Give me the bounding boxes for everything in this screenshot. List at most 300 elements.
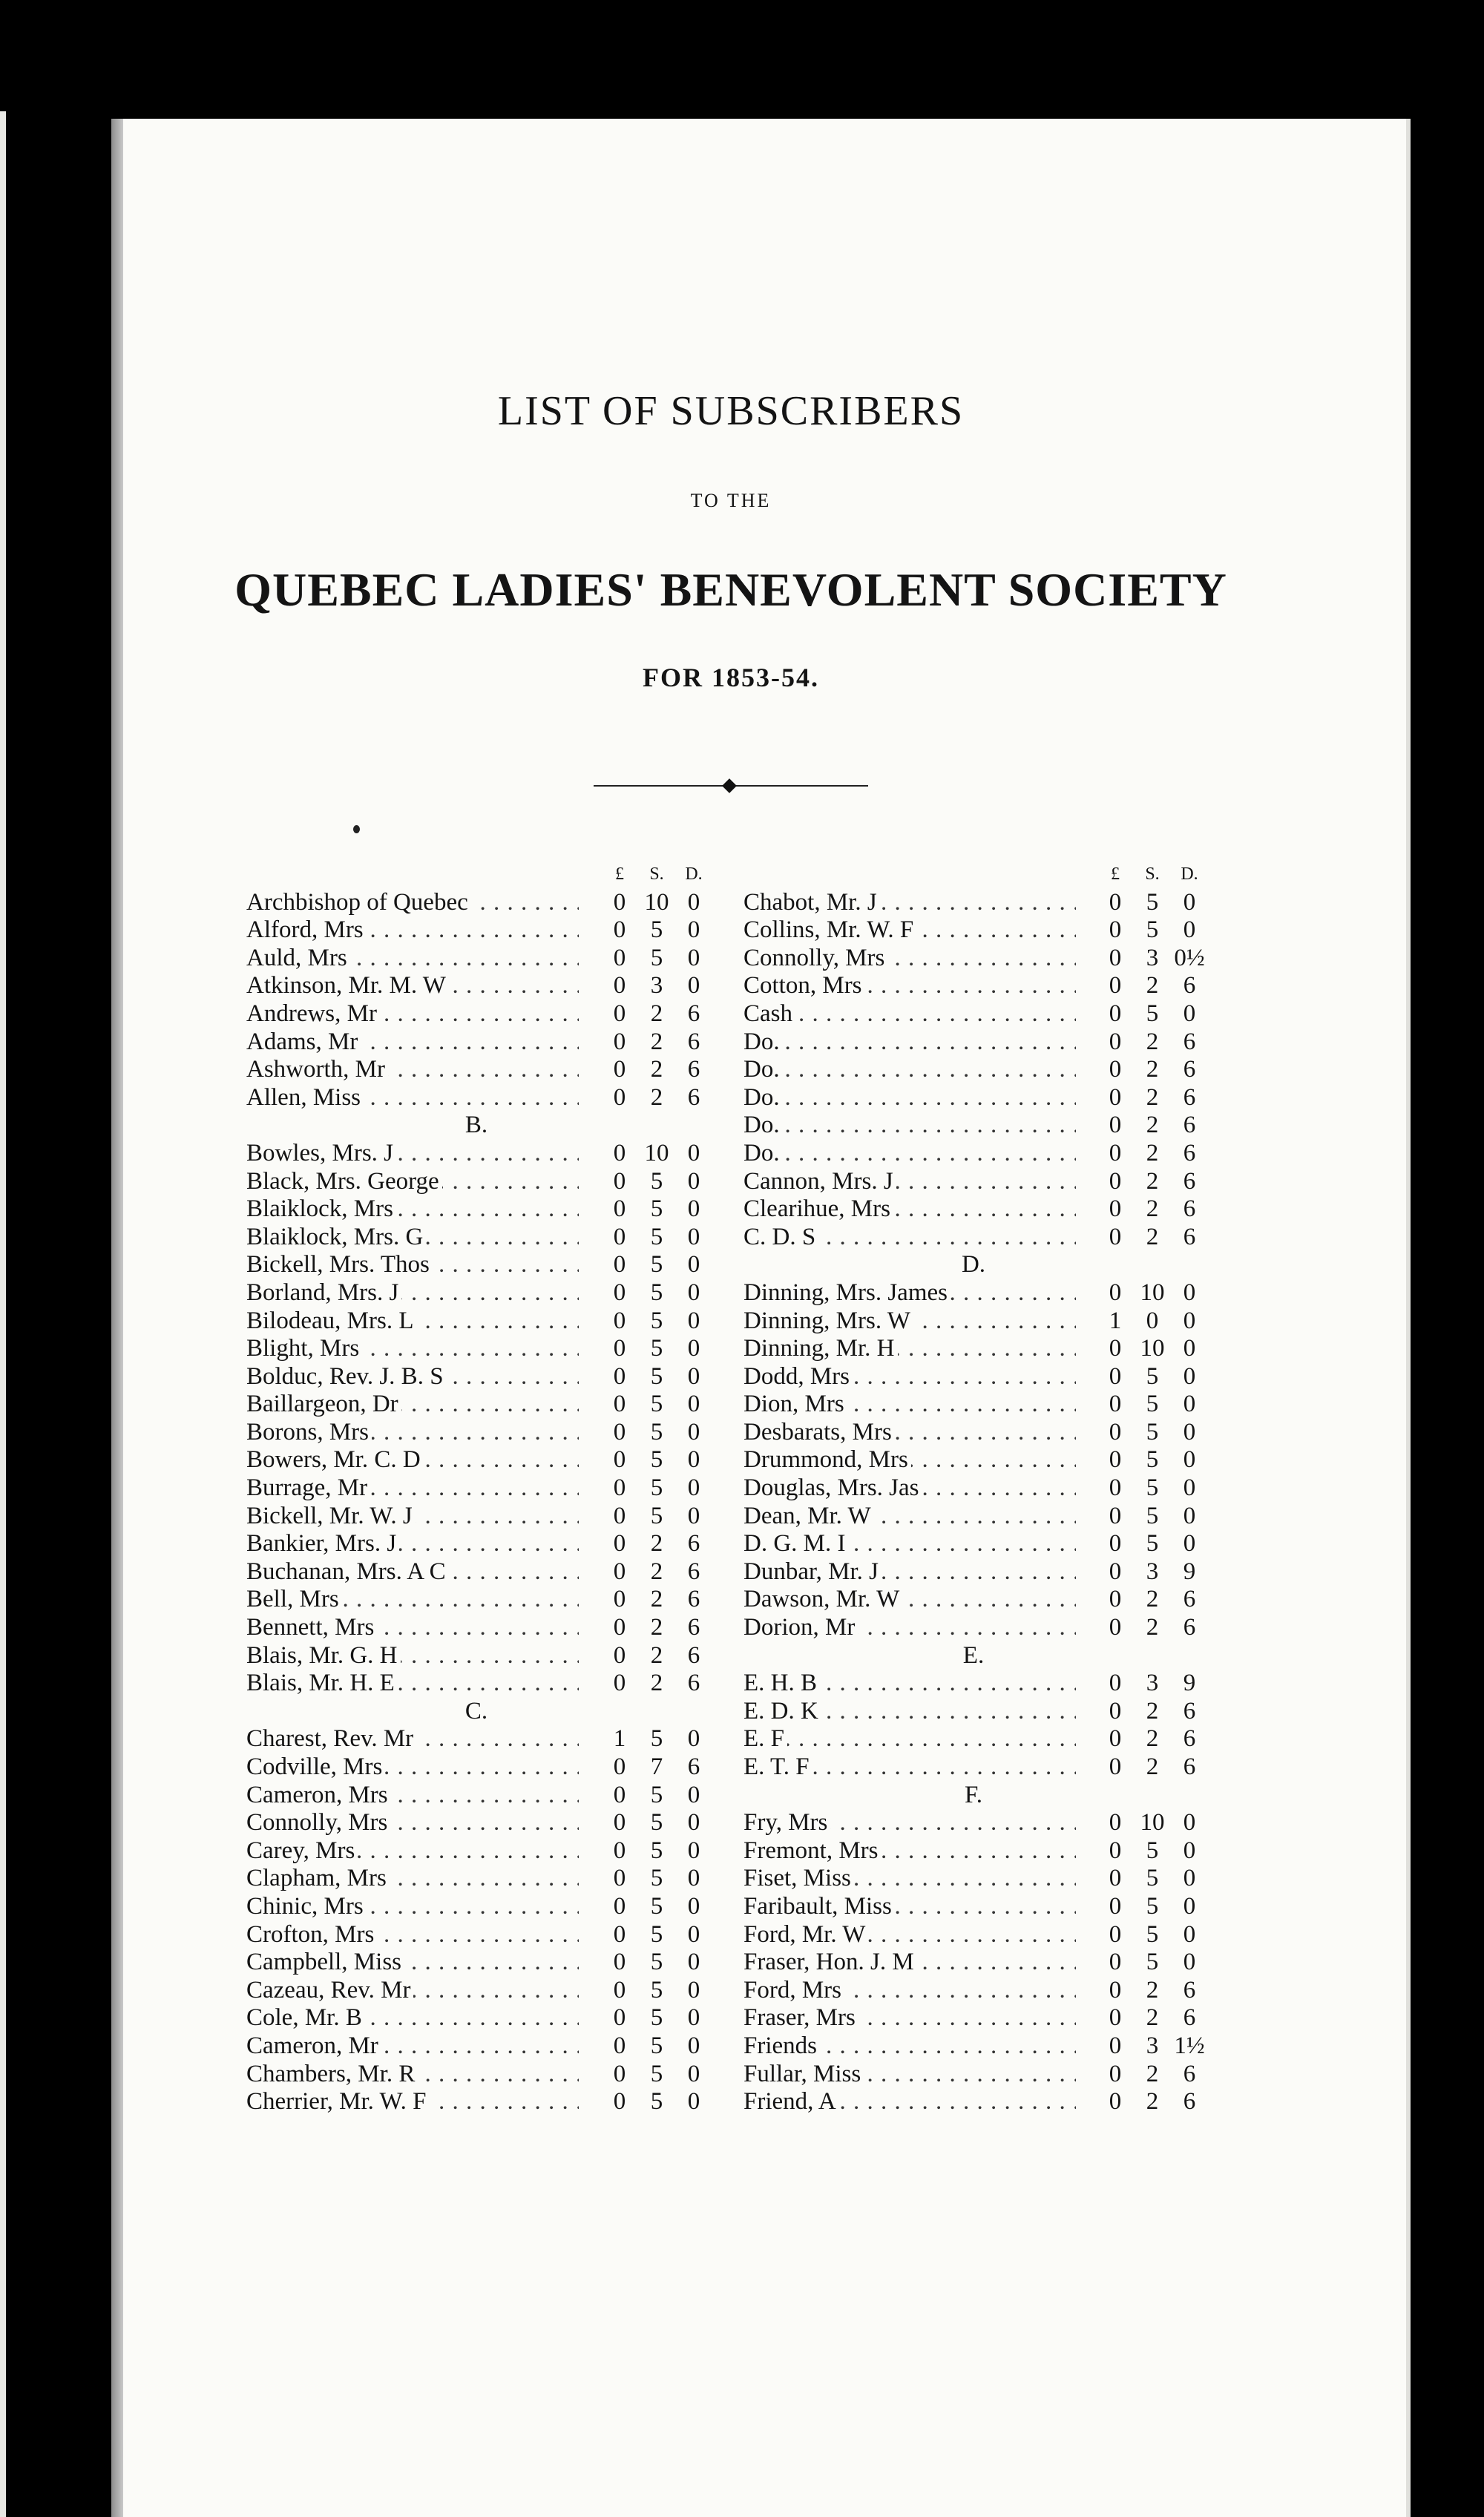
amount-pence: 0: [1183, 1809, 1196, 1837]
subscriber-name: [246, 1753, 579, 1782]
amount-pence: 0: [687, 1167, 700, 1195]
amount-pence: 0: [687, 1502, 700, 1529]
amount-pounds: 0: [613, 1586, 626, 1613]
subscriber-name-text: Do.: [743, 1140, 783, 1166]
amount-shillings: 2: [1146, 1112, 1159, 1139]
amount-pounds: 0: [613, 1558, 626, 1585]
amount-shillings: 2: [650, 1670, 663, 1697]
subscriber-name: [246, 1725, 579, 1753]
amount-pounds: 0: [1109, 2060, 1122, 2087]
subscriber-name: [246, 1614, 579, 1642]
subscriber-name-text: Friend, A: [743, 2088, 839, 2115]
subscriber-name-text: Allen, Miss: [246, 1084, 364, 1111]
amount-pounds: 1: [1109, 1307, 1122, 1334]
amount-shillings: 5: [1146, 1000, 1159, 1027]
subscriber-name: [743, 1670, 1076, 1698]
subscriber-name: [246, 2032, 579, 2061]
amount-pounds: 0: [1109, 1362, 1122, 1390]
amount-shillings: 2: [1146, 2060, 1159, 2087]
header-pence: D.: [1181, 864, 1198, 884]
amount-pence: 9: [1183, 1558, 1196, 1585]
amount-shillings: 2: [650, 1586, 663, 1613]
amount-shillings: 5: [650, 1362, 663, 1390]
amount-pence: 6: [687, 1670, 700, 1697]
amount-shillings: 5: [650, 2004, 663, 2032]
amount-pence: 6: [687, 1614, 700, 1641]
amount-pence: 0: [1183, 1418, 1196, 1445]
document-title: LIST OF SUBSCRIBERS: [497, 388, 965, 434]
amount-pence: 0: [1183, 1892, 1196, 1920]
amount-shillings: 5: [650, 1391, 663, 1418]
amount-pounds: 0: [613, 1641, 626, 1669]
amount-pence: 0: [687, 972, 700, 1000]
amount-shillings: 10: [1140, 1809, 1165, 1837]
subscriber-name: [743, 1586, 1076, 1614]
amount-pounds: 0: [1109, 1976, 1122, 2004]
subscriber-name-text: Blais, Mr. H. E: [246, 1670, 398, 1696]
amount-pounds: 0: [1109, 1558, 1122, 1585]
subscriber-name: [743, 2032, 1076, 2061]
amount-pounds: 0: [1109, 1446, 1122, 1474]
amount-shillings: 2: [1146, 972, 1159, 1000]
amount-pounds: 0: [613, 1028, 626, 1055]
subscriber-name: [743, 1614, 1076, 1642]
amount-pounds: 0: [613, 1362, 626, 1390]
subscriber-name: [246, 945, 579, 973]
amount-pounds: 0: [1109, 1335, 1122, 1362]
year-heading: FOR 1853-54.: [643, 663, 819, 692]
amount-pounds: 0: [1109, 2032, 1122, 2059]
amount-pence: 0: [687, 1446, 700, 1474]
amount-shillings: 5: [1146, 1837, 1159, 1864]
amount-shillings: 5: [650, 944, 663, 971]
amount-pounds: 0: [1109, 1028, 1122, 1055]
amount-shillings: 2: [1146, 1139, 1159, 1166]
amount-shillings: 5: [650, 1949, 663, 1976]
subscriber-name: [743, 1837, 1076, 1865]
subscriber-name: [246, 1893, 579, 1921]
amount-pounds: 0: [1109, 2004, 1122, 2032]
subscriber-name-text: E. D. K: [743, 1698, 821, 1725]
amount-shillings: 5: [650, 2088, 663, 2116]
subscriber-name: [743, 1558, 1076, 1586]
amount-pounds: 0: [613, 1670, 626, 1697]
amount-shillings: 5: [650, 1502, 663, 1529]
amount-shillings: 5: [650, 1195, 663, 1223]
amount-shillings: 5: [1146, 1920, 1159, 1948]
amount-pounds: 0: [613, 1446, 626, 1474]
amount-pence: 0: [687, 1725, 700, 1753]
amount-shillings: 5: [650, 1279, 663, 1306]
header-pounds: £: [615, 864, 624, 884]
subscriber-name-text: Chambers, Mr. R: [246, 2061, 418, 2087]
amount-pence: 6: [687, 1586, 700, 1613]
amount-pence: 0: [1183, 1000, 1196, 1027]
amount-pounds: 0: [613, 1530, 626, 1558]
section-letter: E.: [962, 1641, 985, 1669]
subscriber-name-text: Bowles, Mrs. J: [246, 1140, 396, 1166]
amount-pounds: 0: [613, 1307, 626, 1334]
subscriber-name-text: Bolduc, Rev. J. B. S: [246, 1363, 447, 1390]
subscriber-name-text: Connolly, Mrs: [246, 1809, 390, 1836]
subscriber-name: [246, 1056, 579, 1084]
amount-pounds: 0: [1109, 1056, 1122, 1083]
subscriber-name-text: E. T. F: [743, 1753, 812, 1780]
amount-pounds: 0: [1109, 1837, 1122, 1864]
subscriber-name-text: Dinning, Mrs. James: [743, 1279, 951, 1306]
amount-shillings: 5: [1146, 1446, 1159, 1474]
amount-pounds: 0: [613, 1976, 626, 2004]
subscriber-name: [246, 1140, 579, 1168]
subscriber-name-text: Burrage, Mr: [246, 1474, 370, 1501]
subscriber-name: [246, 1224, 579, 1252]
amount-shillings: 10: [644, 888, 669, 916]
subscriber-name: [246, 2061, 579, 2089]
subscriber-name: [743, 1112, 1076, 1140]
amount-pence: 0: [1183, 1362, 1196, 1390]
amount-pence: 6: [1183, 1614, 1196, 1641]
subscriber-name-text: Bennett, Mrs: [246, 1614, 377, 1641]
subscriber-name-text: Fraser, Hon. J. M: [743, 1949, 917, 1975]
subscriber-name-text: E. H. B: [743, 1670, 820, 1696]
subscriber-name-text: Buchanan, Mrs. A C: [246, 1558, 449, 1585]
amount-pence: 0: [1183, 1949, 1196, 1976]
subscriber-name: [743, 1921, 1076, 1949]
amount-shillings: 2: [650, 1641, 663, 1669]
amount-shillings: 2: [650, 1083, 663, 1111]
subscriber-name: [246, 1084, 579, 1112]
amount-pence: 6: [1183, 1112, 1196, 1139]
amount-pounds: 0: [613, 888, 626, 916]
amount-pounds: 0: [1109, 2088, 1122, 2116]
amount-shillings: 3: [1146, 1558, 1159, 1585]
amount-shillings: 3: [1146, 944, 1159, 971]
subscriber-name: [743, 1977, 1076, 2005]
subscriber-name: [246, 1000, 579, 1028]
amount-pounds: 0: [613, 1892, 626, 1920]
amount-pence: 0½: [1174, 944, 1205, 971]
amount-pounds: 0: [1109, 1670, 1122, 1697]
subscriber-name-text: Clearihue, Mrs: [743, 1195, 893, 1222]
amount-pence: 0: [687, 1474, 700, 1502]
amount-shillings: 5: [1146, 888, 1159, 916]
subscriber-name-text: Cazeau, Rev. Mr: [246, 1977, 413, 2004]
subscriber-name-text: Cannon, Mrs. J: [743, 1168, 896, 1195]
subscriber-name-text: Alford, Mrs: [246, 916, 367, 943]
amount-pence: 6: [1183, 1725, 1196, 1753]
amount-shillings: 5: [1146, 1865, 1159, 1892]
ink-dot: [353, 825, 360, 833]
subscriber-name-text: Campbell, Miss: [246, 1949, 404, 1975]
amount-pence: 0: [1183, 916, 1196, 944]
subscriber-name: [743, 2088, 1076, 2116]
amount-pounds: 0: [613, 944, 626, 971]
subscriber-name: [246, 1558, 579, 1586]
amount-pounds: 0: [1109, 1418, 1122, 1445]
amount-pence: 0: [1183, 1474, 1196, 1502]
amount-pounds: 0: [613, 1223, 626, 1250]
subscriber-name-text: Black, Mrs. George: [246, 1168, 442, 1195]
subscriber-name: [743, 1279, 1076, 1307]
header-pounds: £: [1111, 864, 1120, 884]
subscriber-name-text: Blaiklock, Mrs. G: [246, 1224, 426, 1250]
subscriber-name: [246, 1446, 579, 1474]
amount-pence: 0: [687, 1920, 700, 1948]
amount-pounds: 0: [1109, 1083, 1122, 1111]
amount-pounds: 0: [1109, 1753, 1122, 1780]
subscriber-name: [743, 1307, 1076, 1336]
amount-shillings: 2: [1146, 1586, 1159, 1613]
amount-pence: 0: [1183, 888, 1196, 916]
subscriber-name-text: Blight, Mrs: [246, 1335, 362, 1362]
subscriber-name-text: Clapham, Mrs: [246, 1865, 390, 1891]
subscriber-name: [246, 2004, 579, 2032]
subscriber-name-text: Ford, Mr. W: [743, 1921, 868, 1948]
amount-shillings: 5: [1146, 1362, 1159, 1390]
subscriber-name: [246, 1474, 579, 1503]
subscriber-name-text: Cotton, Mrs: [743, 972, 865, 999]
amount-pence: 6: [1183, 1223, 1196, 1250]
amount-shillings: 5: [650, 1446, 663, 1474]
amount-shillings: 2: [1146, 1195, 1159, 1223]
amount-shillings: 5: [650, 2032, 663, 2059]
amount-pounds: 0: [1109, 972, 1122, 1000]
subscriber-name-text: Blaiklock, Mrs: [246, 1195, 396, 1222]
amount-pounds: 0: [613, 2004, 626, 2032]
amount-shillings: 3: [1146, 2032, 1159, 2059]
subscriber-name: [246, 1251, 579, 1279]
header-shillings: S.: [1145, 864, 1160, 884]
amount-pence: 6: [687, 1641, 700, 1669]
amount-shillings: 2: [650, 1530, 663, 1558]
subscriber-name: [743, 1809, 1076, 1837]
subscriber-name-text: Fremont, Mrs: [743, 1837, 881, 1864]
subscriber-name: [246, 1279, 579, 1307]
amount-pence: 0: [1183, 1502, 1196, 1529]
amount-pounds: 0: [1109, 1000, 1122, 1027]
subscriber-name-text: Dion, Mrs: [743, 1391, 847, 1417]
amount-shillings: 2: [650, 1558, 663, 1585]
subscriber-name-text: Fiset, Miss: [743, 1865, 854, 1891]
amount-pounds: 0: [613, 1418, 626, 1445]
amount-pence: 6: [1183, 1028, 1196, 1055]
amount-pounds: 0: [613, 1781, 626, 1808]
amount-shillings: 5: [650, 916, 663, 944]
subscriber-name: [743, 1335, 1076, 1363]
amount-pence: 0: [687, 1223, 700, 1250]
section-letter: B.: [464, 1112, 488, 1139]
amount-pence: 1½: [1174, 2032, 1205, 2059]
subscriber-name: [246, 889, 579, 917]
subscriber-name: [246, 2088, 579, 2116]
amount-pounds: 0: [613, 1614, 626, 1641]
amount-pounds: 0: [613, 1279, 626, 1306]
title-connector: TO THE: [690, 490, 772, 511]
subscriber-name: [743, 1893, 1076, 1921]
amount-shillings: 2: [1146, 1753, 1159, 1780]
amount-pounds: 0: [613, 1502, 626, 1529]
subscriber-name-text: Dawson, Mr. W: [743, 1586, 902, 1612]
amount-pounds: 0: [613, 1865, 626, 1892]
amount-shillings: 5: [650, 1474, 663, 1502]
amount-pounds: 0: [613, 1251, 626, 1279]
amount-pounds: 0: [1109, 1223, 1122, 1250]
subscriber-name-text: Atkinson, Mr. M. W: [246, 972, 449, 999]
amount-pence: 6: [1183, 1083, 1196, 1111]
amount-pounds: 0: [1109, 1892, 1122, 1920]
amount-pence: 0: [687, 1279, 700, 1306]
amount-pence: 0: [687, 1251, 700, 1279]
subscriber-name-text: Cameron, Mrs: [246, 1782, 391, 1808]
subscriber-name: [743, 1000, 1076, 1028]
subscriber-name-text: Charest, Rev. Mr: [246, 1725, 416, 1752]
subscriber-name-text: Friends: [743, 2032, 820, 2059]
amount-shillings: 5: [650, 1809, 663, 1837]
subscriber-name-text: Faribault, Miss: [743, 1893, 895, 1920]
amount-pence: 0: [687, 1307, 700, 1334]
subscriber-name-text: E. F: [743, 1725, 787, 1752]
subscriber-name-text: Cash: [743, 1000, 795, 1027]
amount-shillings: 2: [1146, 1976, 1159, 2004]
subscriber-name: [246, 1307, 579, 1336]
amount-pounds: 0: [1109, 1865, 1122, 1892]
amount-pounds: 0: [1109, 1391, 1122, 1418]
subscriber-name: [246, 916, 579, 945]
amount-pounds: 0: [613, 1335, 626, 1362]
amount-shillings: 5: [650, 1892, 663, 1920]
amount-pence: 0: [687, 1195, 700, 1223]
amount-pence: 0: [687, 1139, 700, 1166]
amount-pence: 0: [1183, 1391, 1196, 1418]
header-pence: D.: [685, 864, 703, 884]
amount-pence: 0: [1183, 1335, 1196, 1362]
amount-pence: 6: [687, 1753, 700, 1780]
amount-pounds: 0: [613, 1000, 626, 1027]
amount-pence: 0: [687, 916, 700, 944]
subscriber-name-text: Fullar, Miss: [743, 2061, 864, 2087]
amount-shillings: 5: [1146, 1530, 1159, 1558]
amount-pence: 0: [687, 1418, 700, 1445]
amount-pounds: 0: [613, 972, 626, 1000]
subscriber-name-text: Cole, Mr. B: [246, 2004, 365, 2031]
amount-shillings: 5: [650, 1335, 663, 1362]
amount-pence: 6: [1183, 1753, 1196, 1780]
subscriber-name-text: Chinic, Mrs: [246, 1893, 367, 1920]
subscriber-name-text: Bickell, Mrs. Thos: [246, 1251, 433, 1278]
subscriber-name: [743, 1168, 1076, 1196]
amount-pounds: 0: [1109, 1502, 1122, 1529]
amount-pence: 0: [687, 2060, 700, 2087]
subscriber-name-text: Bowers, Mr. C. D: [246, 1446, 424, 1473]
subscriber-name-text: Douglas, Mrs. Jas: [743, 1474, 922, 1501]
subscriber-name: [246, 1530, 579, 1558]
amount-pounds: 0: [613, 1083, 626, 1111]
amount-shillings: 5: [650, 1223, 663, 1250]
amount-shillings: 5: [1146, 1502, 1159, 1529]
amount-pounds: 0: [613, 2060, 626, 2087]
amount-pence: 0: [687, 1335, 700, 1362]
amount-shillings: 5: [1146, 1474, 1159, 1502]
amount-shillings: 3: [1146, 1670, 1159, 1697]
subscriber-name-text: Fry, Mrs: [743, 1809, 830, 1836]
subscriber-name: [743, 1195, 1076, 1224]
subscriber-name-text: Do.: [743, 1112, 783, 1138]
subscriber-name: [743, 1474, 1076, 1503]
amount-pounds: 0: [1109, 1697, 1122, 1725]
amount-pence: 0: [687, 2004, 700, 2032]
amount-pounds: 0: [1109, 1112, 1122, 1139]
subscriber-name: [743, 1698, 1076, 1726]
subscriber-name: [743, 2061, 1076, 2089]
amount-pounds: 0: [613, 1139, 626, 1166]
amount-shillings: 2: [1146, 1697, 1159, 1725]
subscriber-name: [743, 1530, 1076, 1558]
amount-pounds: 0: [613, 1837, 626, 1864]
amount-shillings: 10: [644, 1139, 669, 1166]
amount-pence: 6: [687, 1530, 700, 1558]
amount-shillings: 5: [650, 1251, 663, 1279]
amount-shillings: 5: [650, 1781, 663, 1808]
amount-pounds: 0: [613, 1195, 626, 1223]
subscriber-name-text: Auld, Mrs: [246, 945, 350, 971]
amount-shillings: 2: [1146, 1028, 1159, 1055]
amount-shillings: 2: [650, 1028, 663, 1055]
amount-pounds: 0: [1109, 1725, 1122, 1753]
amount-pence: 0: [1183, 1307, 1196, 1334]
amount-pence: 6: [1183, 1976, 1196, 2004]
amount-shillings: 2: [1146, 2088, 1159, 2116]
ornamental-divider: [594, 781, 868, 791]
amount-shillings: 2: [650, 1000, 663, 1027]
subscriber-name: [246, 1168, 579, 1196]
amount-shillings: 0: [1146, 1307, 1159, 1334]
subscriber-name-text: Archbishop of Quebec: [246, 889, 471, 916]
amount-pounds: 0: [613, 1809, 626, 1837]
subscriber-name: [246, 1837, 579, 1865]
subscriber-name: [743, 945, 1076, 973]
amount-pence: 0: [687, 2032, 700, 2059]
subscriber-name: [246, 1586, 579, 1614]
amount-shillings: 2: [1146, 1223, 1159, 1250]
section-letter: D.: [961, 1251, 986, 1279]
subscriber-name: [246, 1335, 579, 1363]
amount-pence: 0: [1183, 1837, 1196, 1864]
amount-pounds: 0: [1109, 1809, 1122, 1837]
subscriber-name-text: Bilodeau, Mrs. L: [246, 1307, 416, 1334]
amount-shillings: 5: [1146, 916, 1159, 944]
subscriber-name: [743, 1084, 1076, 1112]
subscriber-name: [743, 889, 1076, 917]
subscriber-name-text: Dinning, Mrs. W: [743, 1307, 913, 1334]
subscriber-name: [743, 2004, 1076, 2032]
amount-shillings: 5: [650, 1167, 663, 1195]
subscriber-name-text: Dinning, Mr. H: [743, 1335, 898, 1362]
amount-shillings: 7: [650, 1753, 663, 1780]
subscriber-name-text: Andrews, Mr: [246, 1000, 380, 1027]
amount-shillings: 5: [650, 1725, 663, 1753]
amount-pence: 6: [1183, 1195, 1196, 1223]
amount-pence: 6: [1183, 2004, 1196, 2032]
subscriber-name-text: Dorion, Mr: [743, 1614, 858, 1641]
amount-pence: 6: [1183, 972, 1196, 1000]
amount-pounds: 0: [1109, 1949, 1122, 1976]
subscriber-name-text: Chabot, Mr. J: [743, 889, 880, 916]
subscriber-name-text: Borons, Mrs: [246, 1419, 372, 1445]
amount-shillings: 5: [1146, 1892, 1159, 1920]
subscriber-name: [246, 1195, 579, 1224]
subscriber-name-text: Desbarats, Mrs: [743, 1419, 895, 1445]
amount-shillings: 2: [1146, 1167, 1159, 1195]
